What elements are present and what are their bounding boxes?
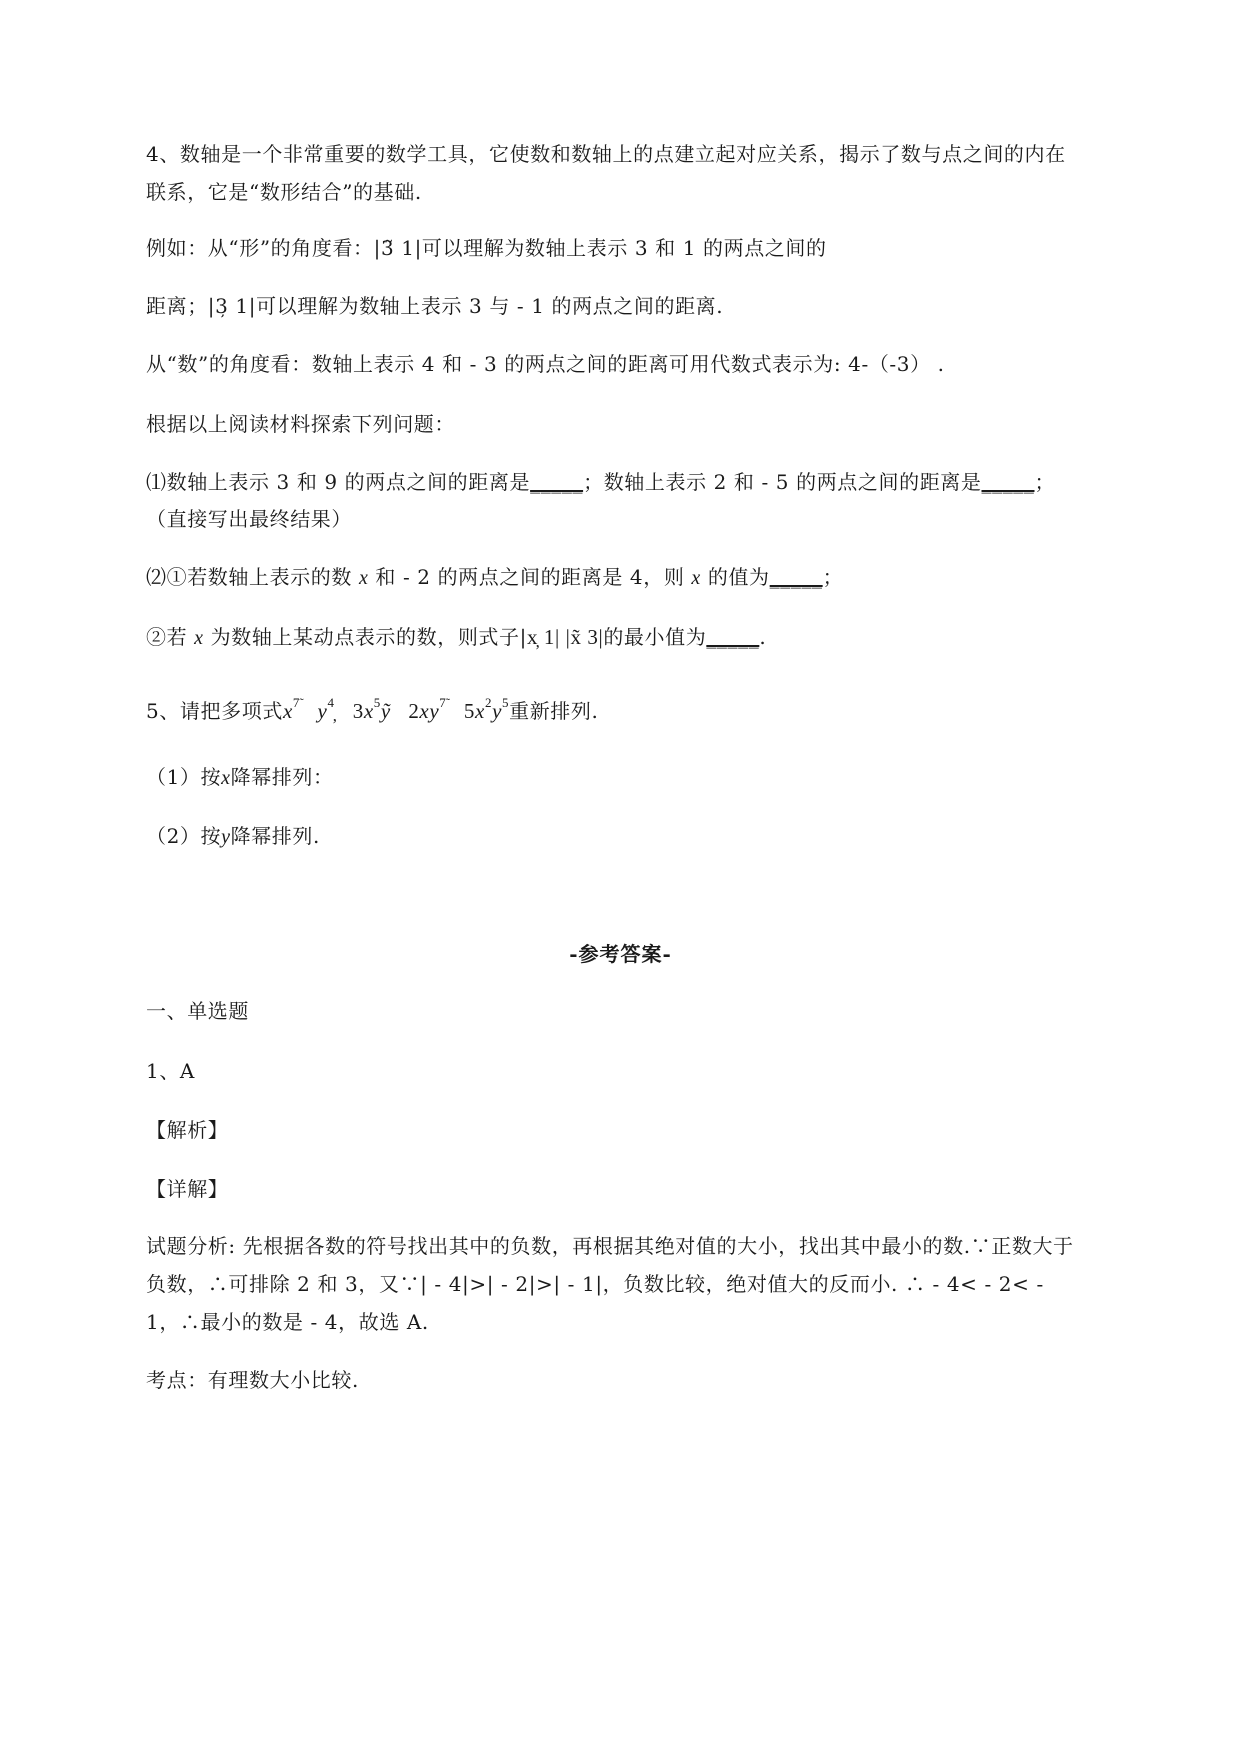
q4-intro: 根据以上阅读材料探索下列问题： xyxy=(146,412,455,436)
q5-suffix: 重新排列. xyxy=(509,699,599,723)
kaodian-line: 考点：有理数大小比较. xyxy=(146,1368,359,1392)
q4-part2-b xyxy=(146,623,766,652)
answer-blank: _____ xyxy=(769,565,823,589)
polynomial-formula: $x^{7̃}$ $y^4̦$ $3x^5ỹ$ $2xy^{7̃}$ $5x^2y^5$ xyxy=(282,695,510,723)
q4-part2a-text: ⑵①若数轴上表示的数 xyxy=(146,565,359,589)
q4-example-shape: 例如：从“形”的角度看：|3̃ 1|可以理解为数轴上表示 3 和 1 的两点之间的 xyxy=(146,236,827,260)
q4-example-number: 从“数”的角度看：数轴上表示 4 和 - 3 的两点之间的距离可用代数式表示为: 4-（-3） . xyxy=(146,352,945,376)
explanation-line2: 负数，∴可排除 2 和 3，又∵| - 4|>| - 2|>| - 1|，负数比较，绝对值大的反而小. ∴ - 4< - 2< - xyxy=(146,1272,1044,1296)
q4-part2a-mid: 和 - 2 的两点之间的距离是 4，则 xyxy=(368,565,692,589)
q4-part2b-tail: . xyxy=(759,625,767,649)
explanation-line3: 1，∴最小的数是 - 4，故选 A. xyxy=(146,1310,429,1334)
variable-x: x xyxy=(358,567,369,589)
q4-line1: 4、数轴是一个非常重要的数学工具，它使数和数轴上的点建立起对应关系，揭示了数与点之间的内在 xyxy=(146,142,1066,166)
absolute-value-expression: x̦ 1| |x̃ 3| xyxy=(526,625,604,649)
q5-prefix: 5、请把多项式 xyxy=(146,699,283,723)
detail-label: 【详解】 xyxy=(146,1177,229,1201)
q4-part2a-end: 的值为 xyxy=(700,565,770,589)
answers-heading: -参考答案- xyxy=(569,942,672,966)
q4-part2b-end: 的最小值为 xyxy=(603,625,707,649)
variable-x: x xyxy=(194,627,204,649)
q4-part2-a xyxy=(146,563,843,592)
q5-sub1-text: 降幂排列： xyxy=(230,765,334,789)
q5-sub2-label: （2）按 xyxy=(146,824,222,848)
q5-sub2 xyxy=(146,822,320,851)
answer-blank: _____ xyxy=(530,470,584,494)
variable-x: x xyxy=(691,567,701,589)
q4-part1-note: （直接写出最终结果） xyxy=(146,507,352,531)
variable-y: y xyxy=(221,826,231,848)
q4-example-distance: 距离；|3̦ 1|可以理解为数轴上表示 3 与 - 1 的两点之间的距离. xyxy=(146,294,724,318)
q4-part1 xyxy=(146,468,1055,496)
variable-x: x xyxy=(221,767,231,789)
q5-sub1-label: （1）按 xyxy=(146,765,222,789)
q5-sub1 xyxy=(146,763,334,792)
q4-part2b-mid: 为数轴上某动点表示的数，则式子| xyxy=(203,625,527,649)
explanation-line1: 试题分析: 先根据各数的符号找出其中的负数，再根据其绝对值的大小，找出其中最小的数.∵正数大于 xyxy=(146,1234,1074,1258)
q5-sub2-text: 降幂排列. xyxy=(230,824,320,848)
answer-blank: _____ xyxy=(706,625,760,649)
q4-part1-text: ⑴数轴上表示 3 和 9 的两点之间的距离是 xyxy=(146,470,531,494)
q4-part1-mid: ；数轴上表示 2 和 - 5 的两点之间的距离是 xyxy=(583,470,982,494)
q4-line2: 联系，它是“数形结合”的基础. xyxy=(146,180,422,204)
q5-statement xyxy=(146,692,598,725)
q4-part2a-tail: ； xyxy=(822,565,844,589)
section-title: 一、单选题 xyxy=(146,999,249,1023)
q4-part1-end: ； xyxy=(1034,470,1056,494)
answer-blank: _____ xyxy=(981,470,1035,494)
analysis-label: 【解析】 xyxy=(146,1118,229,1142)
q4-part2b-text: ②若 xyxy=(146,625,195,649)
answer-item: 1、A xyxy=(146,1059,195,1083)
